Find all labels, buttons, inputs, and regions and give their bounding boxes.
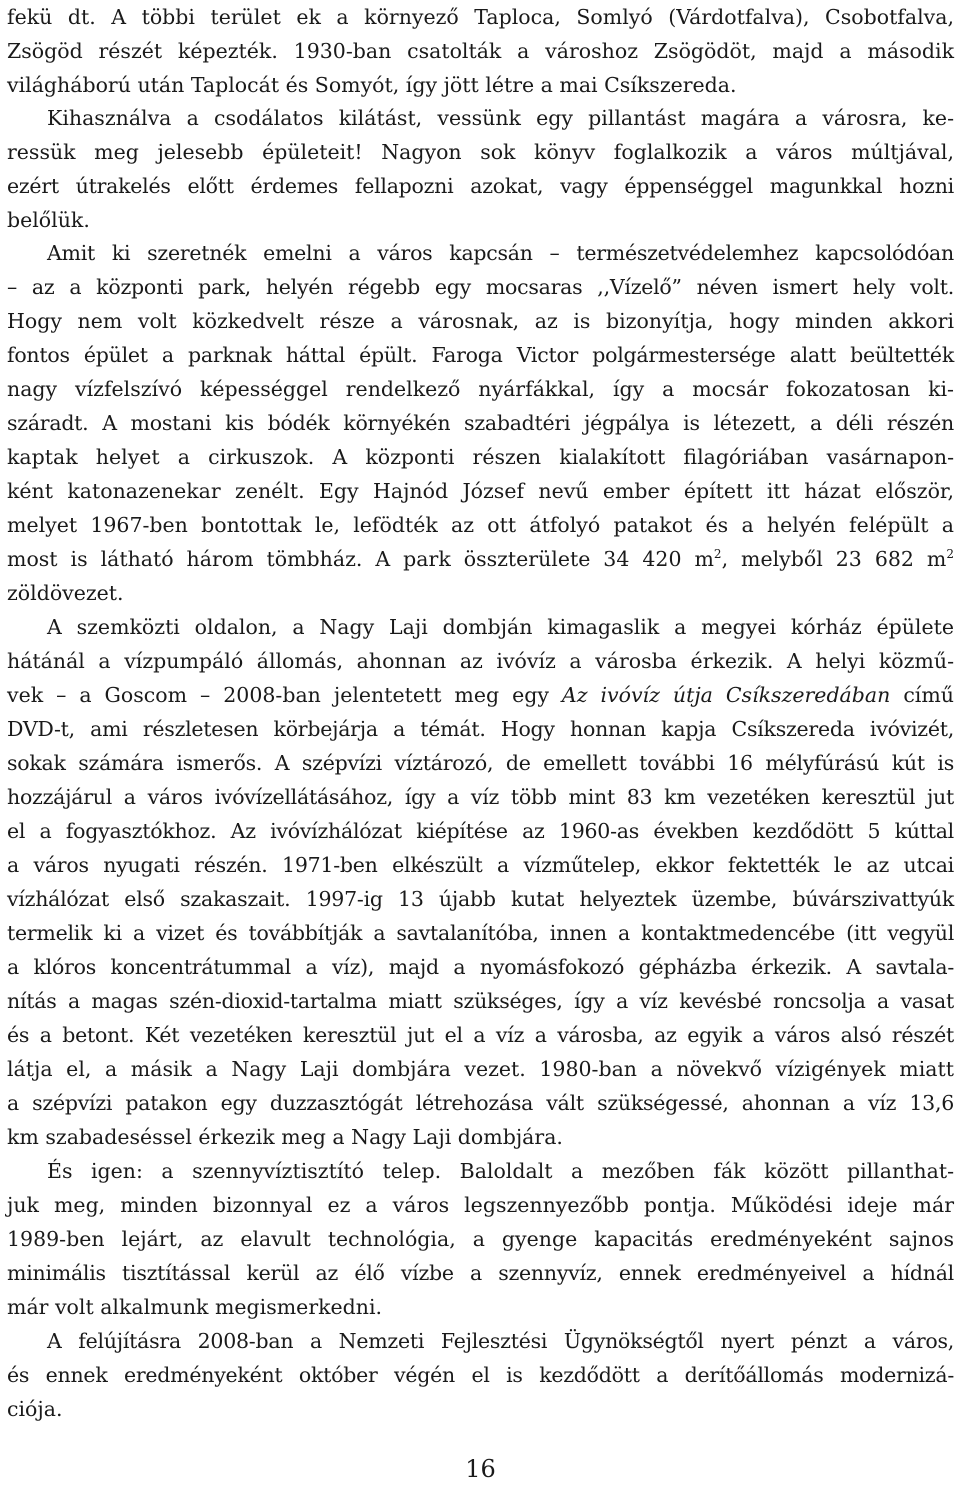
text-span: el a fogyasztókhoz. Az ivóvízhálózat kiépítése az 1960-as években kezdődött 5 kúttal [7,819,954,843]
text-line [7,68,954,102]
superscript: 2 [713,547,722,561]
text-span: a klóros koncentrátummal a víz), majd a nyomásfokozó gépházba érkezik. A savtala- [7,955,954,979]
text-line [7,780,954,814]
text-line [7,1222,954,1256]
text-line [7,1154,954,1188]
text-line [7,746,954,780]
page-number: 16 [465,1455,496,1483]
text-line [7,848,954,882]
text-span: nagy vízfelszívó képességgel rendelkező nyárfákkal, így a mocsár fokozatosan ki- [7,377,954,401]
text-line [7,1324,954,1358]
text-line [7,916,954,950]
text-span: juk meg, minden bizonnyal ez a város legszennyezőbb pontja. Működési ideje már [7,1193,954,1217]
text-span: Kihasználva a csodálatos kilátást, vessünk egy pillantást magára a városra, ke- [47,106,954,130]
text-span: most is látható három tömbház. A park összterülete 34 420 m [7,547,714,571]
text-span: ressük meg jelesebb épületeit! Nagyon sok könyv foglalkozik a város múltjával, [7,140,954,164]
text-line [7,508,954,542]
text-line [7,338,954,372]
text-line [7,1358,954,1392]
text-line [7,474,954,508]
text-line [7,270,954,304]
text-span: világháború után Taplocát és Somyót, így jött létre a mai Csíkszereda. [7,73,737,97]
text-span: A szemközti oldalon, a Nagy Laji dombján kimagaslik a megyei kórház épülete [47,615,954,639]
text-span: nítás a magas szén-dioxid-tartalma miatt szükséges, így a víz kevésbé roncsolja a vasat [7,989,954,1013]
text-span: hozzájárul a város ivóvízellátásához, így a víz több mint 83 km vezetéken keresztül jut [7,785,954,809]
text-span: Hogy nem volt közkedvelt része a városnak, az is bizonyítja, hogy minden akkori [7,309,954,333]
italic-title: Az ivóvíz útja Csíkszeredában [561,683,891,707]
text-span: km szabadeséssel érkezik meg a Nagy Laji dombjára. [7,1125,563,1149]
text-span: DVD-t, ami részletesen körbejárja a témát. Hogy honnan kapja Csíkszereda ivóvizét, [7,717,954,741]
text-span: 1989-ben lejárt, az elavult technológia, a gyenge kapacitás eredményeként sajnos [7,1227,954,1251]
text-line [7,542,954,576]
text-span: a város nyugati részén. 1971-ben elkészült a vízműtelep, ekkor fektették le az utcai [7,853,954,877]
text-span: látja el, a másik a Nagy Laji dombjára vezet. 1980-ban a növekvő vízigények miatt [7,1057,954,1081]
text-span: vízhálózat első szakaszait. 1997-ig 13 újabb kutat helyeztek üzembe, búvárszivattyúk [7,887,954,911]
text-span: és a betont. Két vezetéken keresztül jut el a víz a városba, az egyik a város alsó részét [7,1023,954,1047]
text-line [7,0,954,34]
text-span: Amit ki szeretnék emelni a város kapcsán – természetvédelemhez kapcsolódóan [47,241,954,265]
text-span: , melyből 23 682 m [721,547,947,571]
text-span: című [890,683,954,707]
text-line [7,1256,954,1290]
text-span: termelik ki a vizet és továbbítják a savtalanítóba, innen a kontaktmedencébe (itt vegyül [7,921,954,945]
text-line [7,236,954,270]
text-span: már volt alkalmunk megismerkedni. [7,1295,383,1319]
text-line [7,1052,954,1086]
text-line [7,644,954,678]
text-line [7,304,954,338]
text-span: vek – a Goscom – 2008-ban jelentetett meg egy [7,683,562,707]
text-line [7,406,954,440]
text-span: A felújításra 2008-ban a Nemzeti Fejlesztési Ügynökségtől nyert pénzt a város, [47,1329,954,1353]
text-span: Zsögöd részét képezték. 1930-ban csatolták a városhoz Zsögödöt, majd a második [7,39,954,63]
document-page [7,0,954,1489]
text-span: ként katonazenekar zenélt. Egy Hajnód József nevű ember épített itt házat először, [7,479,954,503]
text-span: minimális tisztítással kerül az élő vízbe a szennyvíz, ennek eredményeivel a hídnál [7,1261,954,1285]
text-line [7,1290,954,1324]
text-line [7,610,954,644]
text-line [7,576,954,610]
text-span: a szépvízi patakon egy duzzasztógát létrehozása vált szükségessé, ahonnan a víz 13,6 [7,1091,954,1115]
text-line [7,440,954,474]
text-line [7,34,954,68]
text-line [7,712,954,746]
text-span: fekü dt. A többi terület ek a környező Taploca, Somlyó (Várdotfalva), Csobotfalva, [7,5,954,29]
text-line [7,984,954,1018]
text-span: – az a központi park, helyén régebb egy mocsaras ,,Vízelő” néven ismert hely volt. [7,275,954,299]
text-span: kaptak helyet a cirkuszok. A központi részen kialakított filagóriában vasárnapon- [7,445,954,469]
text-line [7,814,954,848]
text-line [7,1086,954,1120]
text-line [7,169,954,203]
text-span: hátánál a vízpumpáló állomás, ahonnan az ivóvíz a városba érkezik. A helyi közmű- [7,649,954,673]
text-line [7,135,954,169]
text-line [7,882,954,916]
text-line [7,372,954,406]
text-span: sokak számára ismerős. A szépvízi víztározó, de emellett további 16 mélyfúrású kút is [7,751,954,775]
superscript: 2 [946,547,955,561]
text-line [7,203,954,237]
text-span: ciója. [7,1397,63,1421]
text-line [7,101,954,135]
text-span: és ennek eredményeként október végén el is kezdődött a derítőállomás modernizá- [7,1363,954,1387]
text-line [7,1120,954,1154]
text-span: fontos épület a parknak háttal épült. Faroga Victor polgármestersége alatt beültették [7,343,954,367]
text-span: zöldövezet. [7,581,124,605]
text-span: száradt. A mostani kis bódék környékén szabadtéri jégpálya is létezett, a déli részén [7,411,954,435]
text-line [7,950,954,984]
text-line [7,1188,954,1222]
text-span: ezért útrakelés előtt érdemes fellapozni azokat, vagy éppenséggel magunkkal hozni [7,174,954,198]
text-line [7,678,954,712]
text-span: melyet 1967-ben bontottak le, lefödték az ott átfolyó patakot és a helyén felépült a [7,513,954,537]
text-line [7,1392,954,1426]
text-line [7,1018,954,1052]
text-span: belőlük. [7,208,90,232]
text-span: És igen: a szennyvíztisztító telep. Baloldalt a mezőben fák között pillanthat- [47,1159,954,1183]
